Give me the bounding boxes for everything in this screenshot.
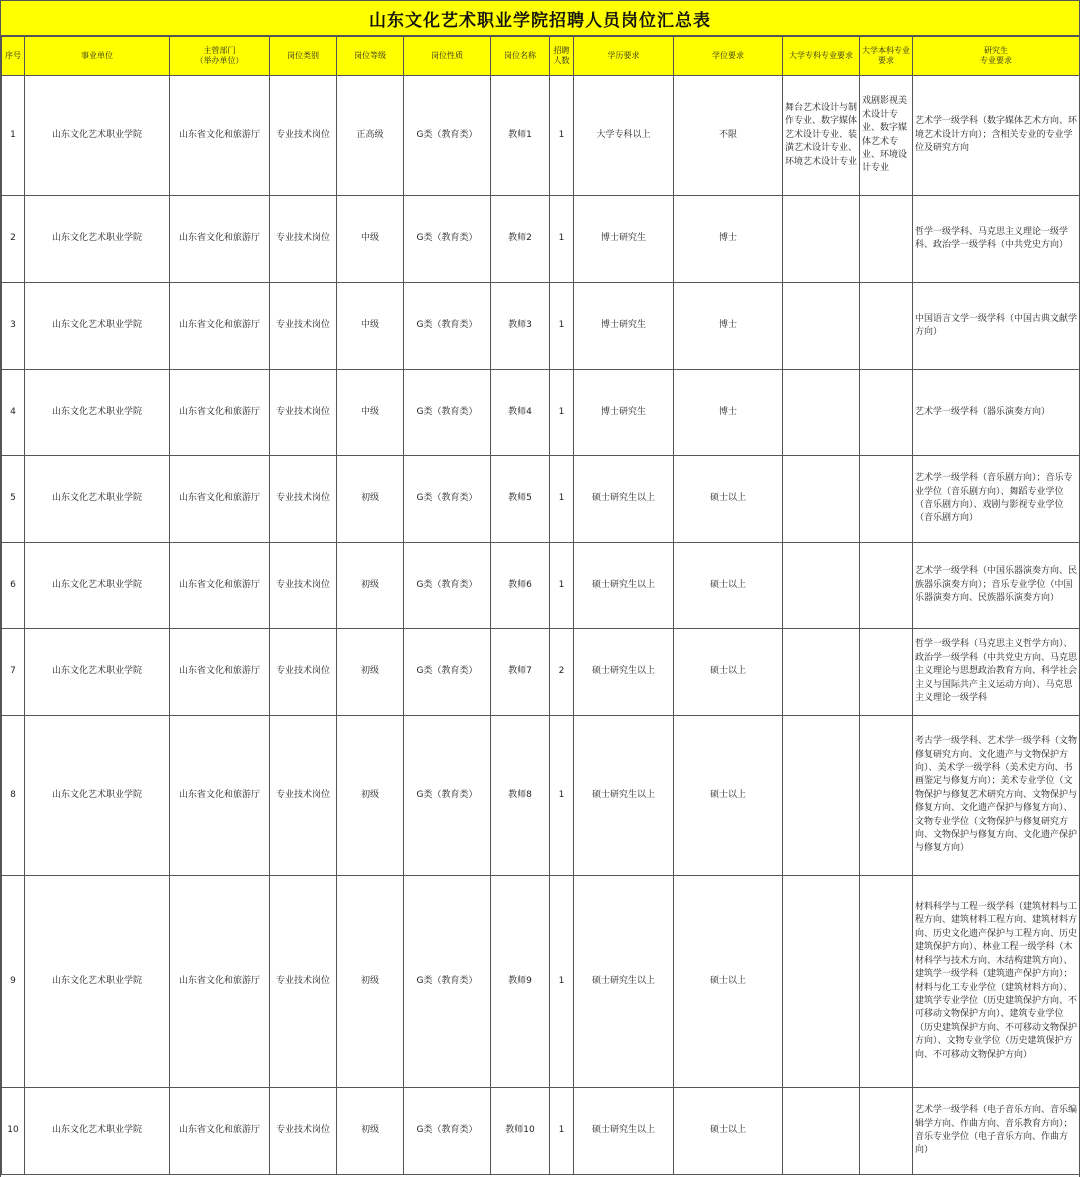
- cell-post-nature: G类（教育类）: [404, 876, 491, 1088]
- cell-bachelor-major: [860, 876, 913, 1088]
- cell-grad-major: 艺术学一级学科（音乐剧方向）；音乐专业学位（音乐剧方向）、舞蹈专业学位（音乐剧方向）、戏剧与影视专业学位（音乐剧方向）: [913, 456, 1080, 543]
- cell-dept: 山东省文化和旅游厅: [170, 196, 270, 283]
- cell-degree: 硕士以上: [674, 543, 783, 629]
- cell-seq: 3: [2, 283, 25, 370]
- table-row: [2, 76, 1080, 196]
- cell-dept: 山东省文化和旅游厅: [170, 1088, 270, 1175]
- cell-dept: 山东省文化和旅游厅: [170, 76, 270, 196]
- cell-count: 1: [550, 876, 574, 1088]
- cell-unit: 山东文化艺术职业学院: [25, 716, 170, 876]
- cell-post-type: 专业技术岗位: [270, 370, 337, 456]
- header-college-major: 大学专科专业要求: [783, 37, 860, 76]
- cell-post-level: 初级: [337, 456, 404, 543]
- cell-seq: 1: [2, 76, 25, 196]
- cell-post-name: 教师1: [491, 76, 550, 196]
- cell-degree: 不限: [674, 76, 783, 196]
- cell-count: 2: [550, 629, 574, 716]
- cell-post-type: 专业技术岗位: [270, 543, 337, 629]
- cell-unit: 山东文化艺术职业学院: [25, 876, 170, 1088]
- cell-dept: 山东省文化和旅游厅: [170, 370, 270, 456]
- cell-post-level: 初级: [337, 629, 404, 716]
- table-row: [2, 456, 1080, 543]
- cell-post-name: 教师8: [491, 716, 550, 876]
- cell-post-nature: G类（教育类）: [404, 283, 491, 370]
- cell-grad-major: 艺术学一级学科（电子音乐方向、音乐编辑学方向、作曲方向、音乐教育方向）；音乐专业学位（电子音乐方向、作曲方向）: [913, 1088, 1080, 1175]
- cell-college-major: [783, 283, 860, 370]
- cell-post-type: 专业技术岗位: [270, 76, 337, 196]
- cell-edu: 硕士研究生以上: [574, 629, 674, 716]
- cell-grad-major: 材料科学与工程一级学科（建筑材料与工程方向、建筑材料工程方向、建筑材料方向、历史文化遗产保护与工程方向、历史建筑保护方向）、林业工程一级学科（木材科学与技术方向、木结构建筑方向）、建筑学一级学科（建筑遗产保护方向）；材料与化工专业学位（建筑材料方向）、建筑学专业学位（历史建筑保护方向、不可移动文物保护方向）、建筑专业学位（历史建筑保护方向、不可移动文物保护方向）、文物专业学位（历史建筑保护方向、不可移动文物保护方向）: [913, 876, 1080, 1088]
- cell-dept: 山东省文化和旅游厅: [170, 716, 270, 876]
- cell-college-major: [783, 876, 860, 1088]
- cell-post-type: 专业技术岗位: [270, 1088, 337, 1175]
- cell-degree: 硕士以上: [674, 629, 783, 716]
- cell-post-level: 中级: [337, 196, 404, 283]
- cell-bachelor-major: 戏剧影视美术设计专业、数字媒体艺术专业、环境设计专业: [860, 76, 913, 196]
- header-edu: 学历要求: [574, 37, 674, 76]
- cell-bachelor-major: [860, 629, 913, 716]
- cell-post-level: 初级: [337, 716, 404, 876]
- cell-post-nature: G类（教育类）: [404, 629, 491, 716]
- cell-grad-major: 艺术学一级学科（器乐演奏方向）: [913, 370, 1080, 456]
- table-row: [2, 876, 1080, 1088]
- cell-post-name: 教师2: [491, 196, 550, 283]
- cell-bachelor-major: [860, 456, 913, 543]
- cell-grad-major: 艺术学一级学科（中国乐器演奏方向、民族器乐演奏方向）；音乐专业学位（中国乐器演奏方向、民族器乐演奏方向）: [913, 543, 1080, 629]
- cell-post-nature: G类（教育类）: [404, 543, 491, 629]
- header-bachelor-major: 大学本科专业 要求: [860, 37, 913, 76]
- table-row: [2, 543, 1080, 629]
- cell-college-major: [783, 370, 860, 456]
- cell-post-level: 初级: [337, 876, 404, 1088]
- title-bar: [1, 0, 1079, 36]
- cell-bachelor-major: [860, 716, 913, 876]
- cell-count: 1: [550, 456, 574, 543]
- cell-post-name: 教师6: [491, 543, 550, 629]
- cell-seq: 9: [2, 876, 25, 1088]
- header-post-level: 岗位等级: [337, 37, 404, 76]
- cell-dept: 山东省文化和旅游厅: [170, 456, 270, 543]
- cell-seq: 4: [2, 370, 25, 456]
- cell-college-major: [783, 629, 860, 716]
- cell-edu: 硕士研究生以上: [574, 543, 674, 629]
- cell-edu: 硕士研究生以上: [574, 456, 674, 543]
- table-row: [2, 370, 1080, 456]
- cell-unit: 山东文化艺术职业学院: [25, 283, 170, 370]
- table-row: [2, 283, 1080, 370]
- cell-post-level: 中级: [337, 370, 404, 456]
- cell-post-nature: G类（教育类）: [404, 1088, 491, 1175]
- cell-unit: 山东文化艺术职业学院: [25, 629, 170, 716]
- cell-post-nature: G类（教育类）: [404, 370, 491, 456]
- cell-college-major: [783, 1088, 860, 1175]
- cell-dept: 山东省文化和旅游厅: [170, 543, 270, 629]
- cell-seq: 7: [2, 629, 25, 716]
- cell-edu: 博士研究生: [574, 283, 674, 370]
- cell-post-type: 专业技术岗位: [270, 196, 337, 283]
- cell-degree: 硕士以上: [674, 1088, 783, 1175]
- cell-bachelor-major: [860, 543, 913, 629]
- cell-post-level: 正高级: [337, 76, 404, 196]
- cell-post-type: 专业技术岗位: [270, 629, 337, 716]
- header-degree: 学位要求: [674, 37, 783, 76]
- cell-post-name: 教师9: [491, 876, 550, 1088]
- cell-degree: 硕士以上: [674, 716, 783, 876]
- cell-degree: 博士: [674, 196, 783, 283]
- cell-degree: 博士: [674, 370, 783, 456]
- cell-unit: 山东文化艺术职业学院: [25, 543, 170, 629]
- cell-count: 1: [550, 716, 574, 876]
- cell-post-nature: G类（教育类）: [404, 716, 491, 876]
- cell-count: 1: [550, 543, 574, 629]
- cell-grad-major: 哲学一级学科（马克思主义哲学方向）、政治学一级学科（中共党史方向、马克思主义理论与思想政治教育方向、科学社会主义与国际共产主义运动方向）、马克思主义理论一级学科: [913, 629, 1080, 716]
- cell-post-name: 教师5: [491, 456, 550, 543]
- cell-unit: 山东文化艺术职业学院: [25, 456, 170, 543]
- cell-college-major: 舞台艺术设计与制作专业、数字媒体艺术设计专业、装潢艺术设计专业、环境艺术设计专业: [783, 76, 860, 196]
- positions-table: [1, 36, 1080, 1175]
- cell-post-level: 初级: [337, 543, 404, 629]
- header-post-name: 岗位名称: [491, 37, 550, 76]
- cell-unit: 山东文化艺术职业学院: [25, 1088, 170, 1175]
- page-title: 山东文化艺术职业学院招聘人员岗位汇总表: [369, 10, 711, 31]
- cell-count: 1: [550, 283, 574, 370]
- cell-unit: 山东文化艺术职业学院: [25, 76, 170, 196]
- cell-count: 1: [550, 76, 574, 196]
- cell-degree: 硕士以上: [674, 456, 783, 543]
- cell-bachelor-major: [860, 1088, 913, 1175]
- cell-seq: 5: [2, 456, 25, 543]
- cell-bachelor-major: [860, 196, 913, 283]
- cell-degree: 硕士以上: [674, 876, 783, 1088]
- cell-dept: 山东省文化和旅游厅: [170, 876, 270, 1088]
- cell-edu: 大学专科以上: [574, 76, 674, 196]
- cell-post-type: 专业技术岗位: [270, 283, 337, 370]
- cell-college-major: [783, 716, 860, 876]
- cell-post-nature: G类（教育类）: [404, 196, 491, 283]
- cell-seq: 6: [2, 543, 25, 629]
- cell-unit: 山东文化艺术职业学院: [25, 196, 170, 283]
- cell-post-level: 中级: [337, 283, 404, 370]
- cell-post-type: 专业技术岗位: [270, 716, 337, 876]
- cell-edu: 博士研究生: [574, 196, 674, 283]
- cell-college-major: [783, 543, 860, 629]
- table-row: [2, 1088, 1080, 1175]
- header-post-nature: 岗位性质: [404, 37, 491, 76]
- cell-post-nature: G类（教育类）: [404, 76, 491, 196]
- header-unit: 事业单位: [25, 37, 170, 76]
- cell-post-level: 初级: [337, 1088, 404, 1175]
- cell-post-nature: G类（教育类）: [404, 456, 491, 543]
- cell-dept: 山东省文化和旅游厅: [170, 629, 270, 716]
- cell-edu: 硕士研究生以上: [574, 1088, 674, 1175]
- cell-bachelor-major: [860, 283, 913, 370]
- cell-grad-major: 哲学一级学科、马克思主义理论一级学科、政治学一级学科（中共党史方向）: [913, 196, 1080, 283]
- cell-seq: 2: [2, 196, 25, 283]
- cell-edu: 硕士研究生以上: [574, 716, 674, 876]
- header-grad-major: 研究生 专业要求: [913, 37, 1080, 76]
- header-count: 招聘 人数: [550, 37, 574, 76]
- cell-edu: 博士研究生: [574, 370, 674, 456]
- cell-unit: 山东文化艺术职业学院: [25, 370, 170, 456]
- cell-degree: 博士: [674, 283, 783, 370]
- cell-college-major: [783, 456, 860, 543]
- cell-grad-major: 中国语言文学一级学科（中国古典文献学方向）: [913, 283, 1080, 370]
- cell-grad-major: 艺术学一级学科（数字媒体艺术方向、环境艺术设计方向）；含相关专业的专业学位及研究方向: [913, 76, 1080, 196]
- cell-post-name: 教师10: [491, 1088, 550, 1175]
- cell-bachelor-major: [860, 370, 913, 456]
- cell-seq: 8: [2, 716, 25, 876]
- header-row: [2, 37, 1080, 76]
- cell-seq: 10: [2, 1088, 25, 1175]
- cell-post-type: 专业技术岗位: [270, 876, 337, 1088]
- cell-grad-major: 考古学一级学科、艺术学一级学科（文物修复研究方向、文化遗产与文物保护方向）、美术学一级学科（美术史方向、书画鉴定与修复方向）；美术专业学位（文物保护与修复艺术研究方向、文物保护与修复方向、文化遗产保护与修复方向）、文物专业学位（文物保护与修复研究方向、文物保护与修复方向、文化遗产保护与修复方向）: [913, 716, 1080, 876]
- table-row: [2, 716, 1080, 876]
- table-row: [2, 629, 1080, 716]
- header-post-type: 岗位类别: [270, 37, 337, 76]
- cell-post-name: 教师4: [491, 370, 550, 456]
- cell-post-name: 教师3: [491, 283, 550, 370]
- cell-post-type: 专业技术岗位: [270, 456, 337, 543]
- header-dept: 主管部门 （举办单位）: [170, 37, 270, 76]
- cell-count: 1: [550, 1088, 574, 1175]
- cell-post-name: 教师7: [491, 629, 550, 716]
- cell-college-major: [783, 196, 860, 283]
- cell-count: 1: [550, 370, 574, 456]
- table-row: [2, 196, 1080, 283]
- header-seq: 序号: [2, 37, 25, 76]
- cell-dept: 山东省文化和旅游厅: [170, 283, 270, 370]
- cell-count: 1: [550, 196, 574, 283]
- cell-edu: 硕士研究生以上: [574, 876, 674, 1088]
